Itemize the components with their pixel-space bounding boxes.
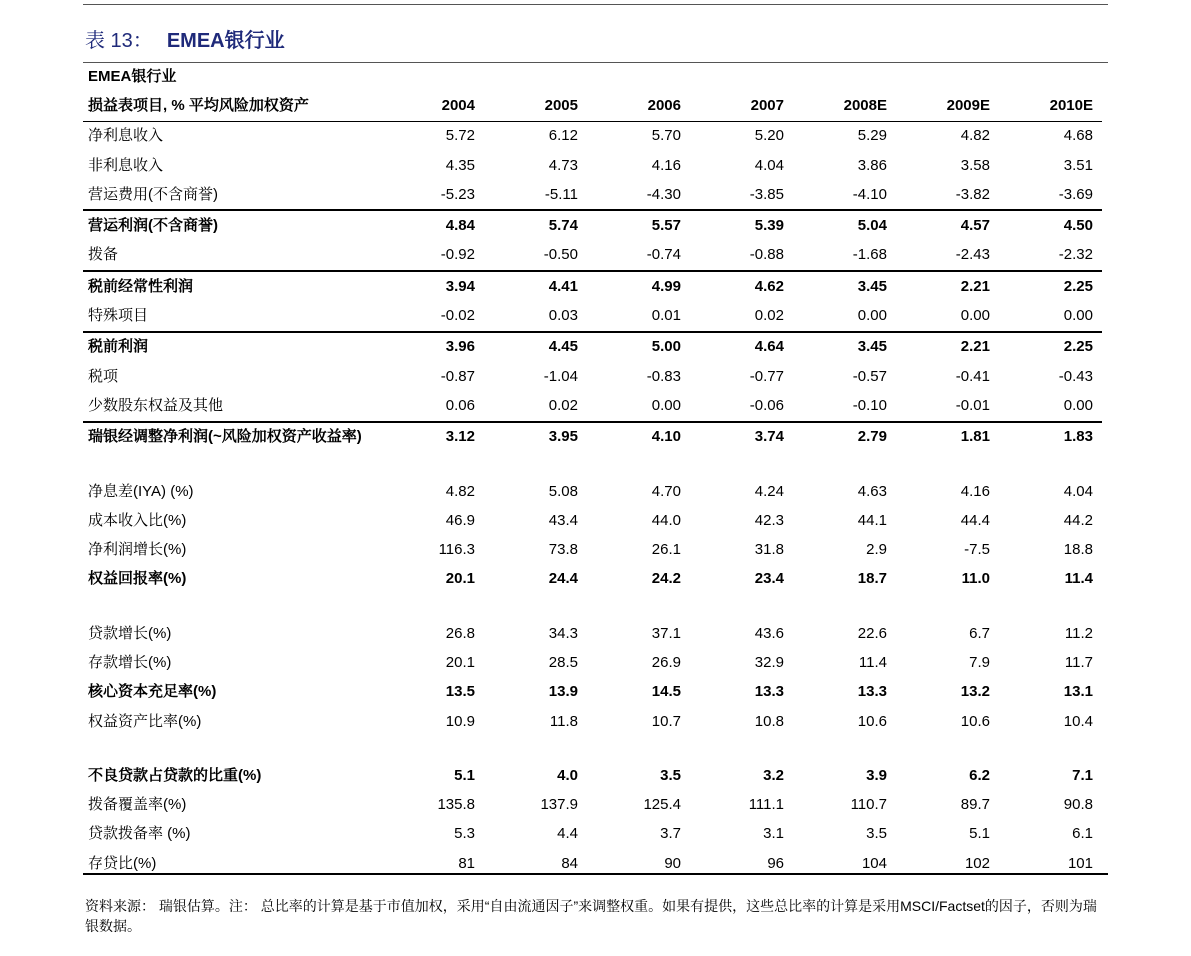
year-header: 2007 xyxy=(690,91,793,121)
cell-value: 137.9 xyxy=(540,796,578,814)
cell-value: 4.84 xyxy=(381,210,484,240)
table-row xyxy=(83,678,1102,707)
caption-label: 表 13： xyxy=(85,30,153,52)
table-caption xyxy=(85,24,285,53)
row-label: 权益回报率(%) xyxy=(88,570,187,588)
caption-title: EMEA银行业 xyxy=(166,30,285,52)
cell-value: -0.01 xyxy=(955,396,990,414)
cell-value: 6.7 xyxy=(969,624,990,642)
row-label: 不良贷款占贷款的比重(%) xyxy=(88,766,262,784)
cell-value: -0.06 xyxy=(749,396,784,414)
cell-value: -2.43 xyxy=(955,246,990,264)
cell-value: 3.2 xyxy=(763,766,784,784)
cell-value: -1.04 xyxy=(543,367,578,385)
cell-value: 4.45 xyxy=(484,332,587,362)
cell-value: 6.2 xyxy=(969,766,990,784)
cell-value: 10.7 xyxy=(651,712,681,730)
cell-value: 24.2 xyxy=(651,570,681,588)
cell-value: 5.04 xyxy=(793,210,896,240)
cell-value: 3.95 xyxy=(484,422,587,452)
cell-value: 0.00 xyxy=(1063,396,1093,414)
cell-value: 2.21 xyxy=(896,271,999,301)
cell-value: 2.25 xyxy=(999,332,1102,362)
row-label: 贷款增长(%) xyxy=(88,624,172,642)
cell-value: 4.62 xyxy=(690,271,793,301)
cell-value: 0.06 xyxy=(445,396,475,414)
row-label: 营运利润(不含商誉) xyxy=(83,210,381,240)
source-footnote: 资料来源： 瑞银估算。注： 总比率的计算是基于市值加权，采用“自由流通因子”来调整权重。如果有提供，这些总比率的计算是采用MSCI/Factset的因子，否则为瑞银数据。 xyxy=(85,898,1097,934)
cell-value: 5.00 xyxy=(587,332,690,362)
cell-value: -0.88 xyxy=(749,246,784,264)
cell-value: 4.82 xyxy=(960,127,990,145)
cell-value: -4.30 xyxy=(646,185,681,203)
cell-value: 42.3 xyxy=(754,511,784,529)
cell-value: 13.3 xyxy=(857,683,887,701)
cell-value: 13.3 xyxy=(754,683,784,701)
cell-value: 90 xyxy=(664,854,681,872)
cell-value: 6.12 xyxy=(548,127,578,145)
table-row xyxy=(83,535,1102,564)
row-label: 拨备 xyxy=(88,246,119,264)
cell-value: 0.00 xyxy=(960,307,990,325)
cell-value: 4.16 xyxy=(651,156,681,174)
table-row xyxy=(83,121,1102,151)
cell-value: 4.24 xyxy=(754,482,784,500)
cell-value: 13.1 xyxy=(1063,683,1093,701)
table-row xyxy=(83,332,1102,362)
cell-value: 13.9 xyxy=(548,683,578,701)
cell-value: 81 xyxy=(458,854,475,872)
financial-table xyxy=(83,62,1102,878)
cell-value: 4.82 xyxy=(445,482,475,500)
cell-value: 2.21 xyxy=(896,332,999,362)
section-title-row xyxy=(83,62,1102,91)
cell-value: 0.02 xyxy=(548,396,578,414)
cell-value: 4.70 xyxy=(651,482,681,500)
cell-value: 3.1 xyxy=(763,825,784,843)
cell-value: 10.8 xyxy=(754,712,784,730)
cell-value: -5.23 xyxy=(440,185,475,203)
table-row xyxy=(83,477,1102,506)
cell-value: -3.82 xyxy=(955,185,990,203)
cell-value: 44.2 xyxy=(1063,511,1093,529)
cell-value: 4.63 xyxy=(857,482,887,500)
cell-value: 6.1 xyxy=(1072,825,1093,843)
cell-value: 5.72 xyxy=(445,127,475,145)
cell-value: 3.94 xyxy=(381,271,484,301)
year-header: 2008E xyxy=(793,91,896,121)
row-label: 非利息收入 xyxy=(88,156,164,174)
cell-value: 11.2 xyxy=(1064,624,1093,642)
cell-value: 44.0 xyxy=(651,511,681,529)
cell-value: 46.9 xyxy=(445,511,475,529)
cell-value: -0.50 xyxy=(543,246,578,264)
cell-value: 13.5 xyxy=(445,683,475,701)
row-label: 贷款拨备率 (%) xyxy=(88,825,191,843)
cell-value: 31.8 xyxy=(754,541,784,559)
cell-value: 4.16 xyxy=(960,482,990,500)
header-label: 损益表项目, % 平均风险加权资产 xyxy=(83,91,381,121)
cell-value: -0.57 xyxy=(852,367,887,385)
cell-value: 26.8 xyxy=(445,624,475,642)
cell-value: -7.5 xyxy=(964,541,990,559)
cell-value: 3.12 xyxy=(381,422,484,452)
cell-value: -0.43 xyxy=(1058,367,1093,385)
cell-value: -4.10 xyxy=(852,185,887,203)
cell-value: 4.99 xyxy=(587,271,690,301)
cell-value: 84 xyxy=(561,854,578,872)
cell-value: 11.4 xyxy=(1064,570,1093,588)
cell-value: 3.96 xyxy=(381,332,484,362)
cell-value: -0.41 xyxy=(955,367,990,385)
cell-value: 26.1 xyxy=(651,541,681,559)
table-row xyxy=(83,506,1102,535)
cell-value: 4.73 xyxy=(548,156,578,174)
row-label: 瑞银经调整净利润(~风险加权资产收益率) xyxy=(83,422,381,452)
cell-value: 90.8 xyxy=(1063,796,1093,814)
row-label: 成本收入比(%) xyxy=(88,511,187,529)
cell-value: 1.81 xyxy=(896,422,999,452)
cell-value: 0.00 xyxy=(1063,307,1093,325)
cell-value: 89.7 xyxy=(960,796,990,814)
cell-value: 0.01 xyxy=(651,307,681,325)
year-header: 2004 xyxy=(381,91,484,121)
table-row xyxy=(83,761,1102,790)
cell-value: -0.87 xyxy=(440,367,475,385)
row-label: 特殊项目 xyxy=(88,307,149,325)
cell-value: -0.10 xyxy=(852,396,887,414)
cell-value: 0.02 xyxy=(754,307,784,325)
cell-value: 5.29 xyxy=(857,127,887,145)
cell-value: 11.8 xyxy=(549,712,578,730)
table-row xyxy=(83,422,1102,452)
cell-value: 10.4 xyxy=(1063,712,1093,730)
cell-value: 5.08 xyxy=(548,482,578,500)
cell-value: 5.74 xyxy=(484,210,587,240)
cell-value: 4.35 xyxy=(445,156,475,174)
cell-value: 4.41 xyxy=(484,271,587,301)
table-row xyxy=(83,180,1102,210)
spacer-row xyxy=(83,452,1102,477)
year-header: 2006 xyxy=(587,91,690,121)
cell-value: 3.74 xyxy=(690,422,793,452)
table-row xyxy=(83,271,1102,301)
cell-value: -0.92 xyxy=(440,246,475,264)
row-label: 拨备覆盖率(%) xyxy=(88,796,187,814)
table-row xyxy=(83,791,1102,820)
cell-value: 7.1 xyxy=(1072,766,1093,784)
cell-value: 5.70 xyxy=(651,127,681,145)
cell-value: 5.1 xyxy=(969,825,990,843)
year-header: 2009E xyxy=(896,91,999,121)
cell-value: 3.9 xyxy=(866,766,887,784)
spacer-row xyxy=(83,736,1102,761)
table-row xyxy=(83,565,1102,594)
cell-value: 4.50 xyxy=(999,210,1102,240)
row-label: 存贷比(%) xyxy=(88,854,157,872)
table-row xyxy=(83,210,1102,240)
row-label: 税前经常性利润 xyxy=(83,271,381,301)
cell-value: 2.9 xyxy=(866,541,887,559)
year-header: 2005 xyxy=(484,91,587,121)
row-label: 税前利润 xyxy=(83,332,381,362)
table-row xyxy=(83,151,1102,180)
cell-value: 43.4 xyxy=(548,511,578,529)
cell-value: 4.4 xyxy=(557,825,578,843)
cell-value: 3.5 xyxy=(660,766,681,784)
cell-value: 10.6 xyxy=(960,712,990,730)
cell-value: 0.00 xyxy=(857,307,887,325)
cell-value: 3.51 xyxy=(1063,156,1093,174)
cell-value: 7.9 xyxy=(969,653,990,671)
cell-value: 110.7 xyxy=(850,796,887,814)
cell-value: -3.69 xyxy=(1058,185,1093,203)
cell-value: 44.1 xyxy=(857,511,887,529)
table-row xyxy=(83,301,1102,331)
cell-value: 2.25 xyxy=(999,271,1102,301)
cell-value: 11.4 xyxy=(858,653,887,671)
row-label: 存款增长(%) xyxy=(88,653,172,671)
cell-value: 104 xyxy=(861,854,887,872)
cell-value: 37.1 xyxy=(651,624,681,642)
year-header: 2010E xyxy=(999,91,1102,121)
cell-value: 32.9 xyxy=(754,653,784,671)
cell-value: 3.5 xyxy=(866,825,887,843)
row-label: 少数股东权益及其他 xyxy=(88,396,224,414)
cell-value: 14.5 xyxy=(651,683,681,701)
cell-value: 4.57 xyxy=(896,210,999,240)
cell-value: 3.45 xyxy=(793,271,896,301)
row-label: 净利润增长(%) xyxy=(88,541,187,559)
header-row xyxy=(83,91,1102,121)
table-row xyxy=(83,391,1102,421)
cell-value: 43.6 xyxy=(754,624,784,642)
table-bottom-rule xyxy=(83,873,1108,875)
cell-value: 22.6 xyxy=(857,624,887,642)
cell-value: 5.1 xyxy=(454,766,475,784)
cell-value: -1.68 xyxy=(852,246,887,264)
cell-value: -2.32 xyxy=(1058,246,1093,264)
cell-value: 5.57 xyxy=(587,210,690,240)
cell-value: 116.3 xyxy=(438,541,475,559)
cell-value: 26.9 xyxy=(651,653,681,671)
cell-value: 111.1 xyxy=(748,796,784,814)
cell-value: 4.68 xyxy=(1063,127,1093,145)
cell-value: 5.39 xyxy=(690,210,793,240)
cell-value: 2.79 xyxy=(793,422,896,452)
cell-value: -0.77 xyxy=(749,367,784,385)
cell-value: 10.9 xyxy=(445,712,475,730)
cell-value: -0.74 xyxy=(646,246,681,264)
cell-value: 0.00 xyxy=(651,396,681,414)
cell-value: -0.83 xyxy=(646,367,681,385)
table-row xyxy=(83,362,1102,391)
cell-value: 11.0 xyxy=(961,570,990,588)
cell-value: 28.5 xyxy=(548,653,578,671)
table-row xyxy=(83,707,1102,736)
row-label: 净利息收入 xyxy=(88,127,164,145)
cell-value: 5.3 xyxy=(454,825,475,843)
cell-value: -3.85 xyxy=(749,185,784,203)
table-row xyxy=(83,820,1102,849)
row-label: 核心资本充足率(%) xyxy=(88,683,217,701)
cell-value: 96 xyxy=(767,854,784,872)
row-label: 权益资产比率(%) xyxy=(88,712,202,730)
cell-value: 1.83 xyxy=(999,422,1102,452)
cell-value: 18.7 xyxy=(857,570,887,588)
cell-value: 3.86 xyxy=(857,156,887,174)
cell-value: 73.8 xyxy=(548,541,578,559)
cell-value: 20.1 xyxy=(445,653,475,671)
cell-value: 4.04 xyxy=(1063,482,1093,500)
spacer-row xyxy=(83,594,1102,619)
cell-value: 3.58 xyxy=(960,156,990,174)
row-label: 净息差(IYA) (%) xyxy=(88,482,194,500)
table-row xyxy=(83,241,1102,271)
cell-value: 101 xyxy=(1067,854,1093,872)
cell-value: 4.04 xyxy=(754,156,784,174)
cell-value: 3.7 xyxy=(660,825,681,843)
cell-value: 10.6 xyxy=(857,712,887,730)
cell-value: 4.10 xyxy=(587,422,690,452)
row-label: 营运费用(不含商誉) xyxy=(88,185,218,203)
cell-value: 34.3 xyxy=(548,624,578,642)
cell-value: 3.45 xyxy=(793,332,896,362)
cell-value: 5.20 xyxy=(754,127,784,145)
cell-value: 135.8 xyxy=(437,796,475,814)
cell-value: 4.0 xyxy=(557,766,578,784)
cell-value: -5.11 xyxy=(544,185,578,203)
table-row xyxy=(83,648,1102,677)
cell-value: 20.1 xyxy=(445,570,475,588)
cell-value: 11.7 xyxy=(1064,653,1093,671)
cell-value: -0.02 xyxy=(440,307,475,325)
cell-value: 102 xyxy=(964,854,990,872)
top-rule xyxy=(83,4,1108,5)
table-row xyxy=(83,619,1102,648)
row-label: 税项 xyxy=(88,367,119,385)
cell-value: 13.2 xyxy=(960,683,990,701)
cell-value: 24.4 xyxy=(548,570,578,588)
cell-value: 4.64 xyxy=(690,332,793,362)
cell-value: 44.4 xyxy=(960,511,990,529)
cell-value: 125.4 xyxy=(643,796,681,814)
cell-value: 18.8 xyxy=(1063,541,1093,559)
cell-value: 0.03 xyxy=(548,307,578,325)
cell-value: 23.4 xyxy=(754,570,784,588)
section-title: EMEA银行业 xyxy=(88,67,177,85)
